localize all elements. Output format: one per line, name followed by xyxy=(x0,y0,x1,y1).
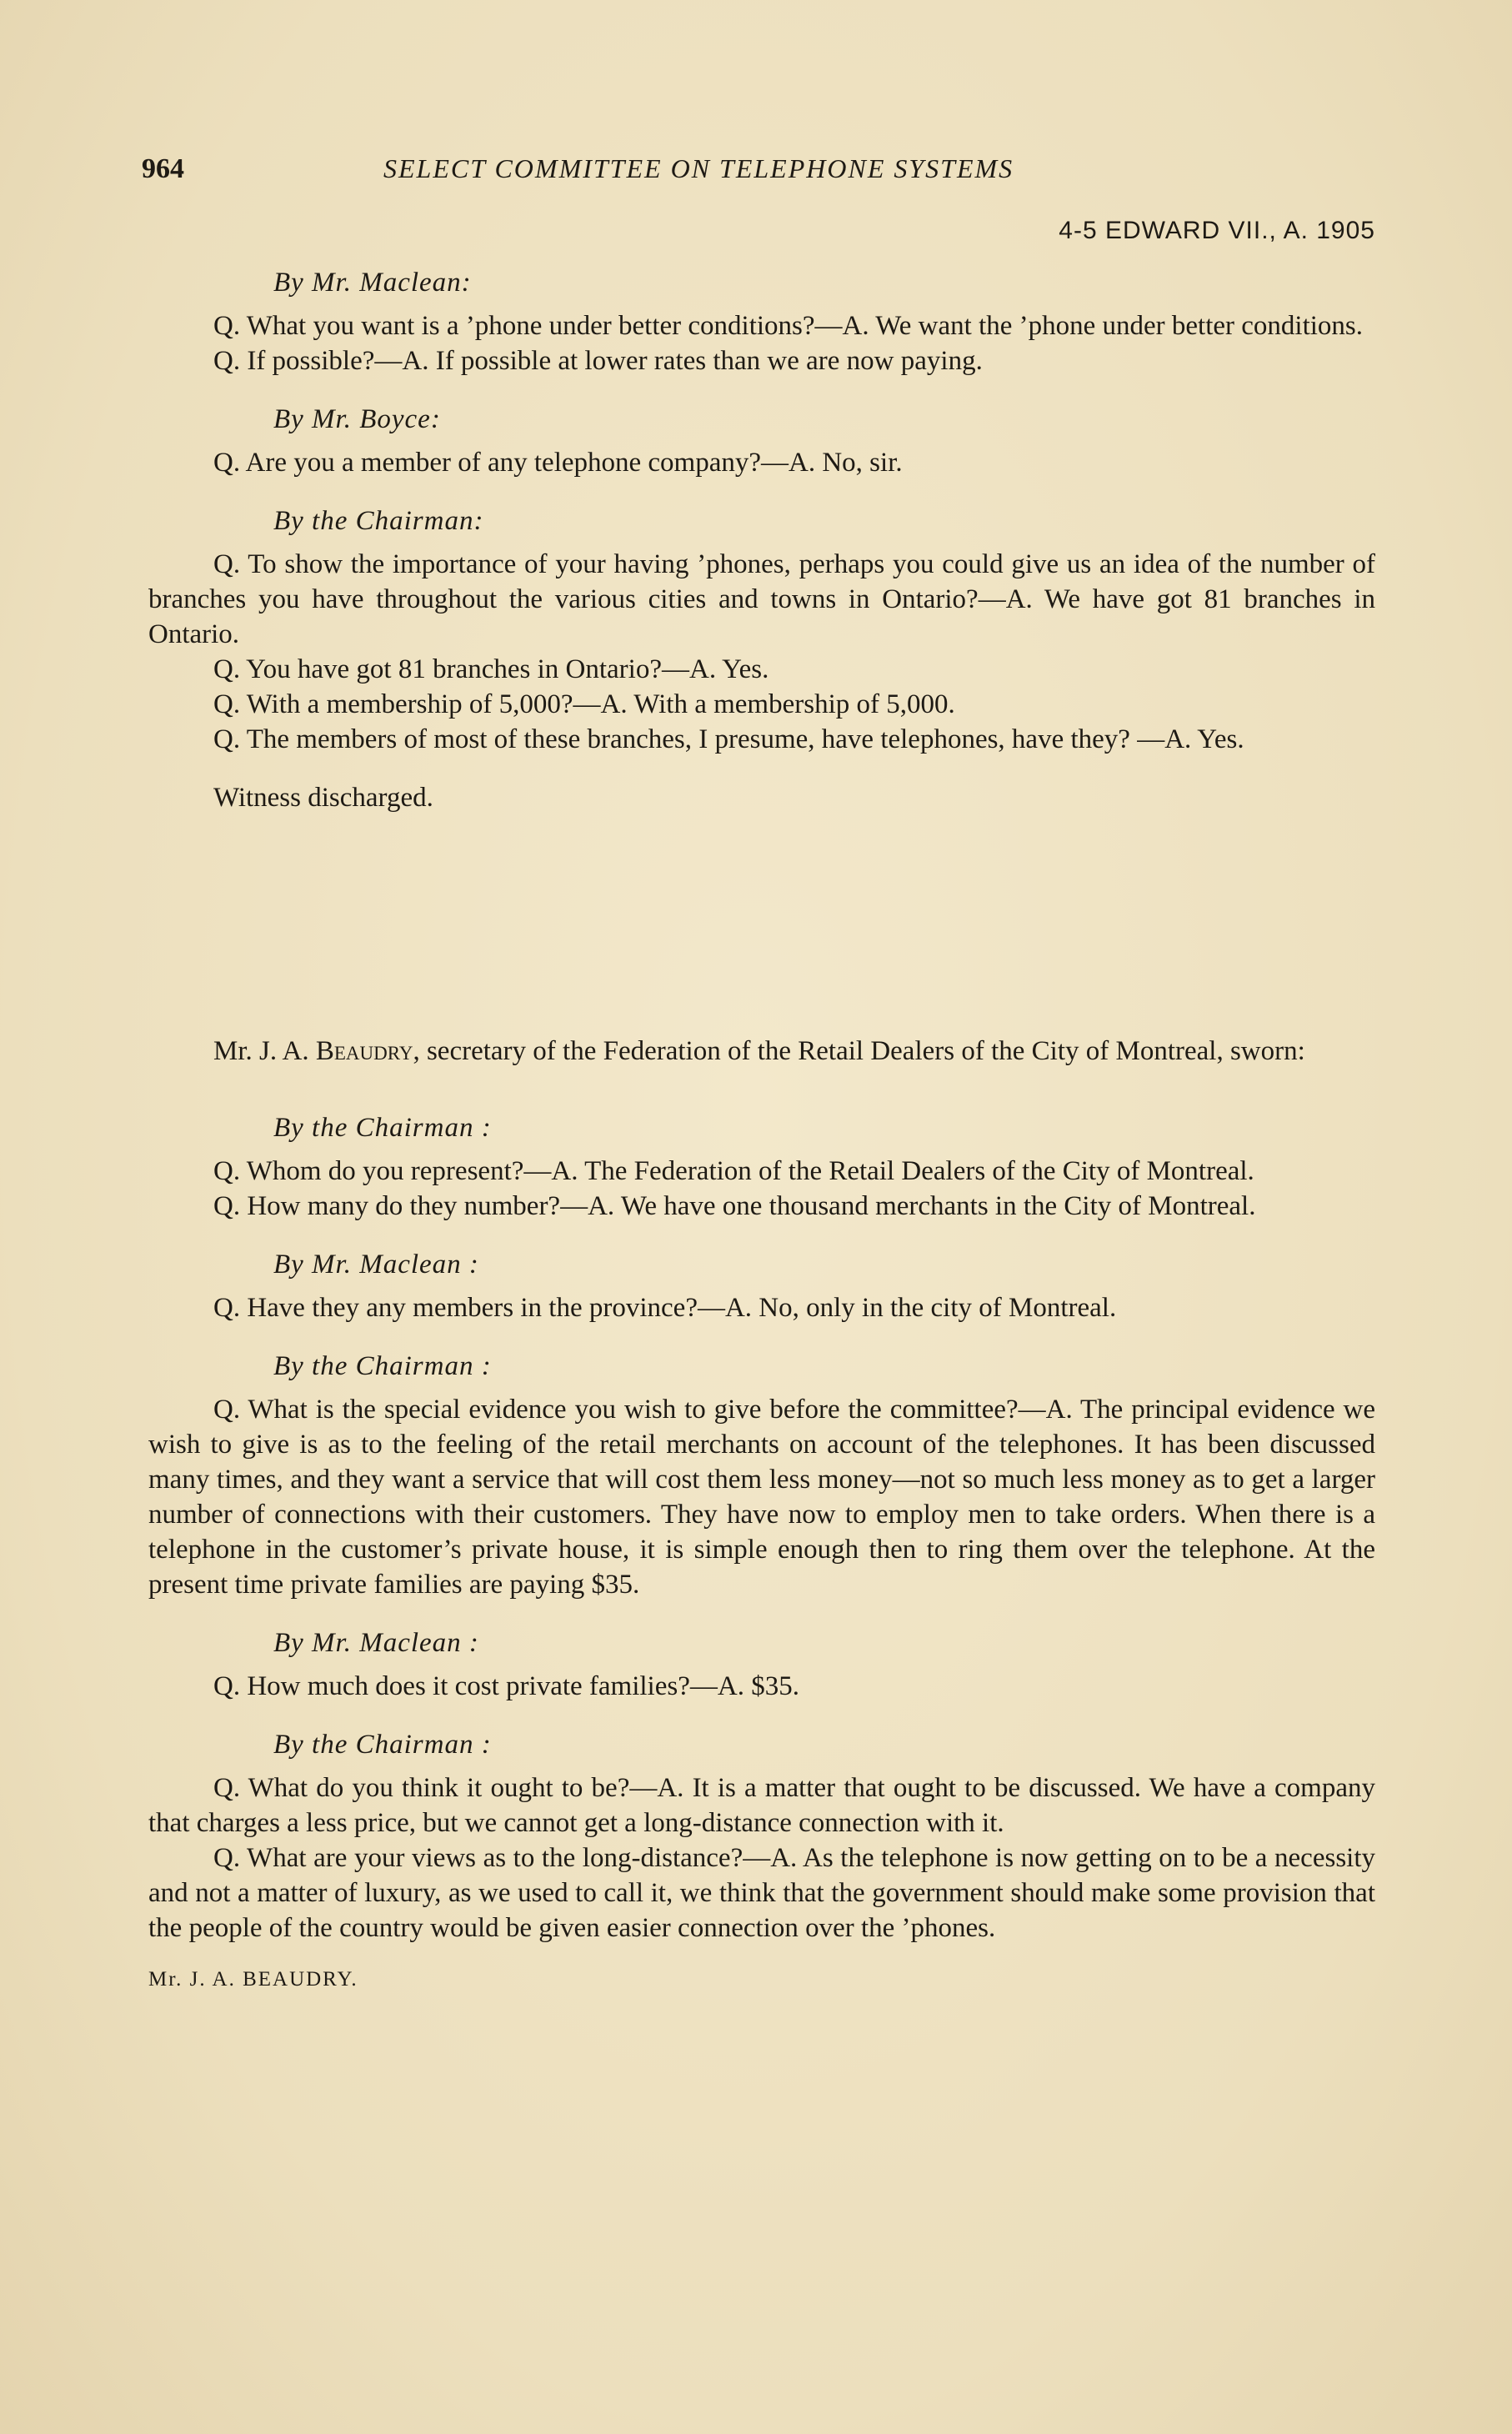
examiner-heading: By Mr. Maclean : xyxy=(273,1628,479,1658)
examiner-heading: By the Chairman : xyxy=(273,1730,492,1760)
question-answer: Q. What you want is a ’phone under better conditions?—A. We want the ’phone under better conditions. xyxy=(213,311,1364,341)
question-answer: Q. What do you think it ought to be?—A. It is a matter that ought to be discussed. We have a company that charges a less price, but we cannot get a long-distance connection with it. xyxy=(148,1773,1375,1838)
witness-footer-name: Mr. J. A. BEAUDRY. xyxy=(148,1968,358,1991)
question-answer: Q. How many do they number?—A. We have one thousand merchants in the City of Montreal. xyxy=(213,1191,1256,1221)
running-title: SELECT COMMITTEE ON TELEPHONE SYSTEMS xyxy=(383,153,1014,183)
examiner-heading: By the Chairman : xyxy=(273,1351,492,1381)
examiner-heading: By Mr. Maclean: xyxy=(273,268,472,298)
witness-discharged: Witness discharged. xyxy=(213,783,433,813)
page-number: 964 xyxy=(142,153,184,184)
page-header xyxy=(142,150,1375,244)
examiner-heading: By Mr. Maclean : xyxy=(273,1250,479,1280)
question-answer: Q. What is the special evidence you wish to give before the committee?—A. The principal evidence we wish to give is as to the feeling of the retail merchants on account of the telephones. It has been discussed many times, and they want a service that will cost them less money—not so much less money as to get a larger number of connections with their customers. They have now to employ men to take orders. When there is a telephone in the customer’s private house, it is simple enough then to ring them over the telephone. At the present time private families are paying $35. xyxy=(148,1395,1375,1600)
question-answer: Q. Have they any members in the province?—A. No, only in the city of Montreal. xyxy=(213,1293,1117,1323)
question-answer: Q. What are your views as to the long-distance?—A. As the telephone is now getting on to be a necessity and not a matter of luxury, as we used to call it, we think that the government should make some provision that the people of the country would be given easier connection over the ’phones. xyxy=(148,1843,1375,1943)
witness-introduction xyxy=(148,1034,1375,1069)
testimony-section-1 xyxy=(148,265,1375,815)
question-answer: Q. Are you a member of any telephone company?—A. No, sir. xyxy=(213,448,903,478)
examiner-heading: By the Chairman: xyxy=(273,506,484,536)
question-answer: Q. Whom do you represent?—A. The Federation of the Retail Dealers of the City of Montreal. xyxy=(213,1156,1254,1186)
testimony-section-2 xyxy=(148,1034,1375,1997)
question-answer: Q. You have got 81 branches in Ontario?—A. Yes. xyxy=(213,654,769,684)
question-answer: Q. If possible?—A. If possible at lower rates than we are now paying. xyxy=(213,346,983,376)
witness-surname: Beaudry xyxy=(315,1036,413,1066)
witness-prefix: Mr. J. A. xyxy=(213,1036,316,1066)
examiner-heading: By Mr. Boyce: xyxy=(273,404,441,434)
question-answer: Q. With a membership of 5,000?—A. With a membership of 5,000. xyxy=(213,689,955,719)
session-reference: 4-5 EDWARD VII., A. 1905 xyxy=(1059,217,1375,244)
witness-description: , secretary of the Federation of the Retail Dealers of the City of Montreal, sworn: xyxy=(413,1036,1305,1066)
examiner-heading: By the Chairman : xyxy=(273,1113,492,1143)
question-answer: Q. The members of most of these branches, I presume, have telephones, have they? —A. Yes. xyxy=(213,724,1244,754)
question-answer: Q. To show the importance of your having ’phones, perhaps you could give us an idea of the number of branches you have throughout the various cities and towns in Ontario?—A. We have got 81 branches in Ontario. xyxy=(148,549,1375,649)
question-answer: Q. How much does it cost private families?—A. $35. xyxy=(213,1671,799,1701)
